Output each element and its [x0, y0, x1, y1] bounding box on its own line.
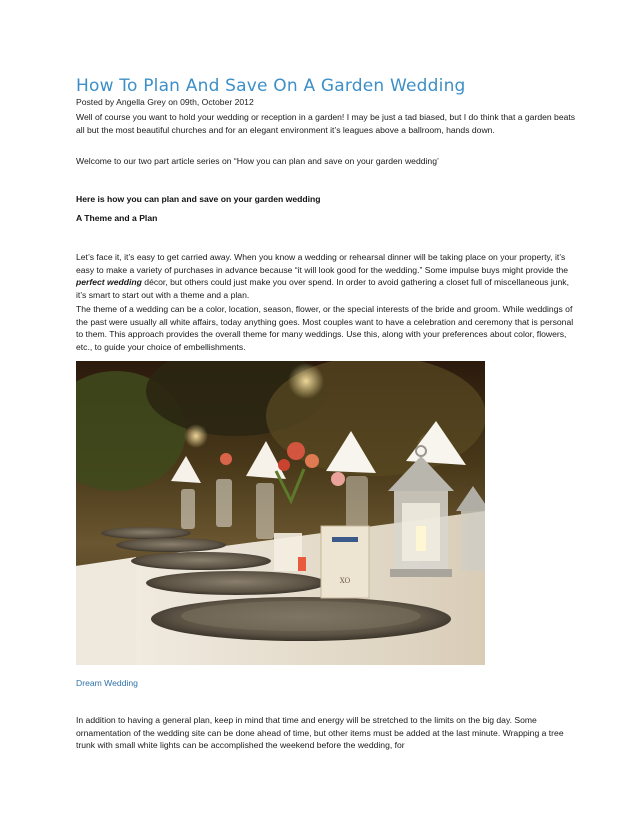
article-byline: Posted by Angella Grey on 09th, October 2012: [76, 97, 254, 107]
wedding-table-photo: [76, 361, 485, 665]
theme-paragraph-2: The theme of a wedding can be a color, location, season, flower, or the special interests of the bride and groom. While weddings of the past were usually all white affairs, today anything goes. Most couples want to have a celebration and ceremony that is personal to them. This approach provides the overall theme for many weddings. Use this, along with your preferences about color, flowers, etc., to guide your choice of embellishments.: [76, 304, 574, 352]
para1-text-end: décor, but others could just make you over spend. In order to avoid gathering a closet full of miscellaneous junk, it’s smart to start out with a theme and a plan.: [76, 277, 569, 300]
theme-paragraph-1: [76, 251, 576, 301]
subsection-heading: A Theme and a Plan: [76, 213, 158, 223]
article-title: How To Plan And Save On A Garden Wedding: [76, 76, 466, 96]
timing-paragraph: In addition to having a general plan, keep in mind that time and energy will be stretched to the limits on the big day. Some ornamentation of the wedding site can be done ahead of time, but other items must be added at the last minute. Wrapping a tree trunk with small white lights can be accomplished the weekend before the wedding, for: [76, 715, 564, 750]
perfect-wedding-emphasis[interactable]: perfect wedding: [76, 277, 142, 287]
section-heading: Here is how you can plan and save on your garden wedding: [76, 194, 321, 204]
para1-text-start: Let’s face it, it’s easy to get carried away. When you know a wedding or rehearsal dinner will be taking place on your property, it’s easy to make a variety of purchases in advance because “it will look good for the wedding.” Some impulse buys might provide the: [76, 252, 569, 275]
menu-card-text: XO: [339, 577, 351, 585]
photo-illustration: [76, 361, 485, 665]
intro-paragraph: Well of course you want to hold your wedding or reception in a garden! I may be just a tad biased, but I do think that a garden beats all but the most beautiful churches and for an elegant environment it’s leagues above a ballroom, hands down.: [76, 112, 576, 135]
photo-caption-link[interactable]: Dream Wedding: [76, 678, 138, 688]
welcome-paragraph: Welcome to our two part article series on “How you can plan and save on your garden wedding’: [76, 156, 439, 166]
